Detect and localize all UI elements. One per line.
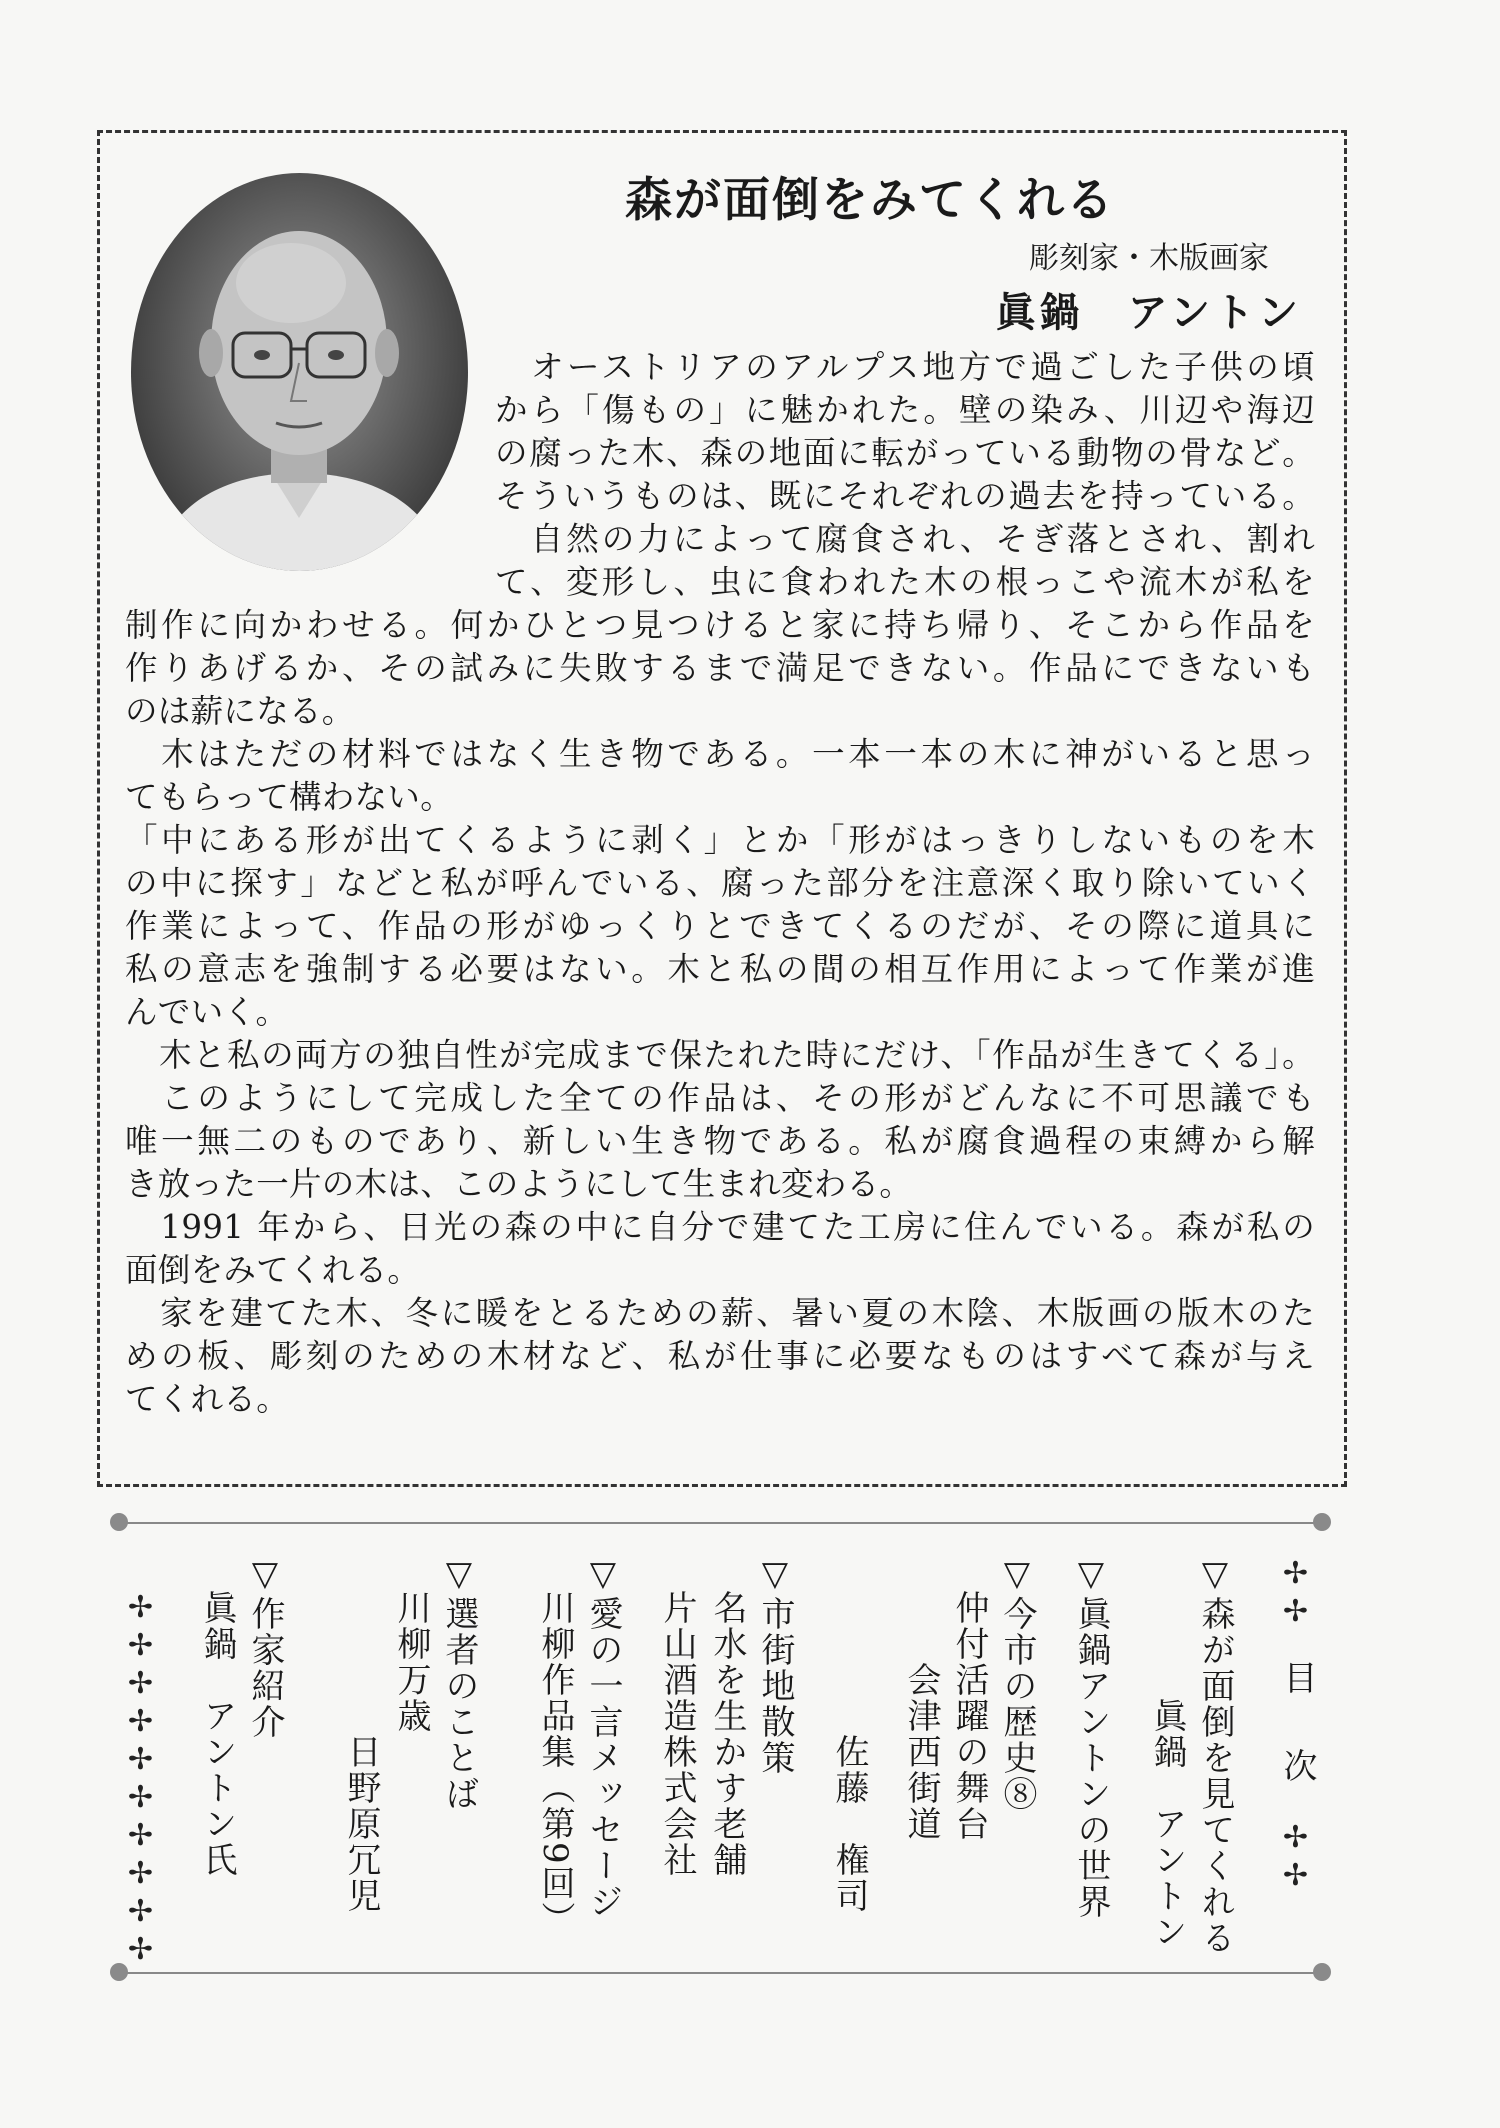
essay-line: 制作に向かわせる。何かひとつ見つけると家に持ち帰り、そこから作品を [125, 606, 1315, 644]
toc-entry: ▽選者のことば [439, 1554, 479, 1812]
author-name: 眞鍋 アントン [995, 289, 1302, 336]
author-portrait-photo [131, 173, 468, 571]
essay-line: 作りあげるか、その試みに失敗するまで満足できない。作品にできないも [125, 649, 1315, 687]
toc-decoration-cross-icon: ✢✢✢✢✢✢✢✢✢✢ [123, 1590, 158, 1970]
toc-entry: ▽眞鍋アントンの世界 [1071, 1554, 1111, 1920]
essay-line: そういうものは、既にそれぞれの過去を持っている。 [495, 477, 1315, 515]
essay-line: 木はただの材料ではなく生き物である。一本一本の木に神がいると思っ [125, 735, 1315, 773]
toc-entry-subtitle: 会津西街道 [901, 1554, 941, 1842]
essay-line: の中に探す」などと私が呼んでいる、腐った部分を注意深く取り除いていく [125, 864, 1315, 902]
toc-entry: ▽愛の一言メッセージ [583, 1554, 623, 1920]
toc-top-rule [118, 1522, 1318, 1524]
essay-line: てくれる。 [125, 1380, 290, 1418]
essay-box [97, 130, 1347, 1487]
toc-entry-subtitle: 片山酒造株式会社 [657, 1554, 697, 1878]
toc-entry: ▽森が面倒を見てくれる [1195, 1554, 1235, 1956]
toc-heading: 目 次 [1277, 1660, 1317, 1792]
essay-line: のは薪になる。 [125, 692, 355, 730]
toc-bottom-rule [118, 1972, 1318, 1974]
essay-line: このようにして完成した全ての作品は、その形がどんなに不可思議でも [125, 1079, 1315, 1117]
essay-line: てもらって構わない。 [125, 778, 454, 816]
toc-entry-subtitle: 川柳作品集（第9回） [535, 1554, 575, 1938]
toc-entry-subtitle: 名水を生かす老舗 [707, 1554, 747, 1878]
author-role: 彫刻家・木版画家 [1029, 241, 1269, 276]
toc-entry: ▽今市の歴史⑧ [997, 1554, 1037, 1812]
toc-entry-author: 眞鍋 アントン [1147, 1554, 1187, 1950]
toc-rule-dot [1313, 1513, 1331, 1531]
toc-entry-author: 佐藤 権司 [829, 1554, 869, 1914]
essay-line: 木と私の両方の独自性が完成まで保たれた時にだけ、「作品が生きてくる」。 [125, 1036, 1315, 1074]
essay-line: 家を建てた木、冬に暖をとるための薪、暑い夏の木陰、木版画の版木のた [125, 1294, 1315, 1332]
essay-line: から「傷もの」に魅かれた。壁の染み、川辺や海辺 [495, 391, 1315, 429]
toc-decoration-cross-icon: ✢✢ [1278, 1820, 1313, 1896]
essay-line: オーストリアのアルプス地方で過ごした子供の頃 [495, 348, 1315, 386]
essay-line: 面倒をみてくれる。 [125, 1251, 421, 1289]
toc-entry-subtitle: 眞鍋 アントン氏 [197, 1554, 237, 1878]
toc-entry-author: 日野原冗児 [341, 1554, 381, 1914]
toc-decoration-cross-icon: ✢✢ [1278, 1556, 1313, 1632]
essay-line: の腐った木、森の地面に転がっている動物の骨など。 [495, 434, 1315, 472]
essay-line: んでいく。 [125, 993, 289, 1031]
essay-line: 自然の力によって腐食され、そぎ落とされ、割れ [495, 520, 1315, 558]
essay-line: 「中にある形が出てくるように剥く」とか「形がはっきりしないものを木 [125, 821, 1315, 859]
essay-line: て、変形し、虫に食われた木の根っこや流木が私を [495, 563, 1315, 601]
toc-rule-dot [110, 1513, 128, 1531]
essay-line: めの板、彫刻のための木材など、私が仕事に必要なものはすべて森が与え [125, 1337, 1315, 1375]
toc-entry-subtitle: 川柳万歳 [391, 1554, 431, 1734]
essay-title: 森が面倒をみてくれる [625, 173, 1115, 228]
toc-rule-dot [1313, 1963, 1331, 1981]
essay-line: 私の意志を強制する必要はない。木と私の間の相互作用によって作業が進 [125, 950, 1315, 988]
toc-entry: ▽市街地散策 [755, 1554, 795, 1776]
essay-line: 唯一無二のものであり、新しい生き物である。私が腐食過程の束縛から解 [125, 1122, 1315, 1160]
toc-entry-subtitle: 仲付活躍の舞台 [949, 1554, 989, 1842]
toc-entry: ▽作家紹介 [245, 1554, 285, 1740]
essay-line: 1991 年から、日光の森の中に自分で建てた工房に住んでいる。森が私の [125, 1208, 1315, 1246]
essay-line: 作業によって、作品の形がゆっくりとできてくるのだが、その際に道具に [125, 907, 1315, 945]
essay-line: き放った一片の木は、このようにして生まれ変わる。 [125, 1165, 913, 1203]
